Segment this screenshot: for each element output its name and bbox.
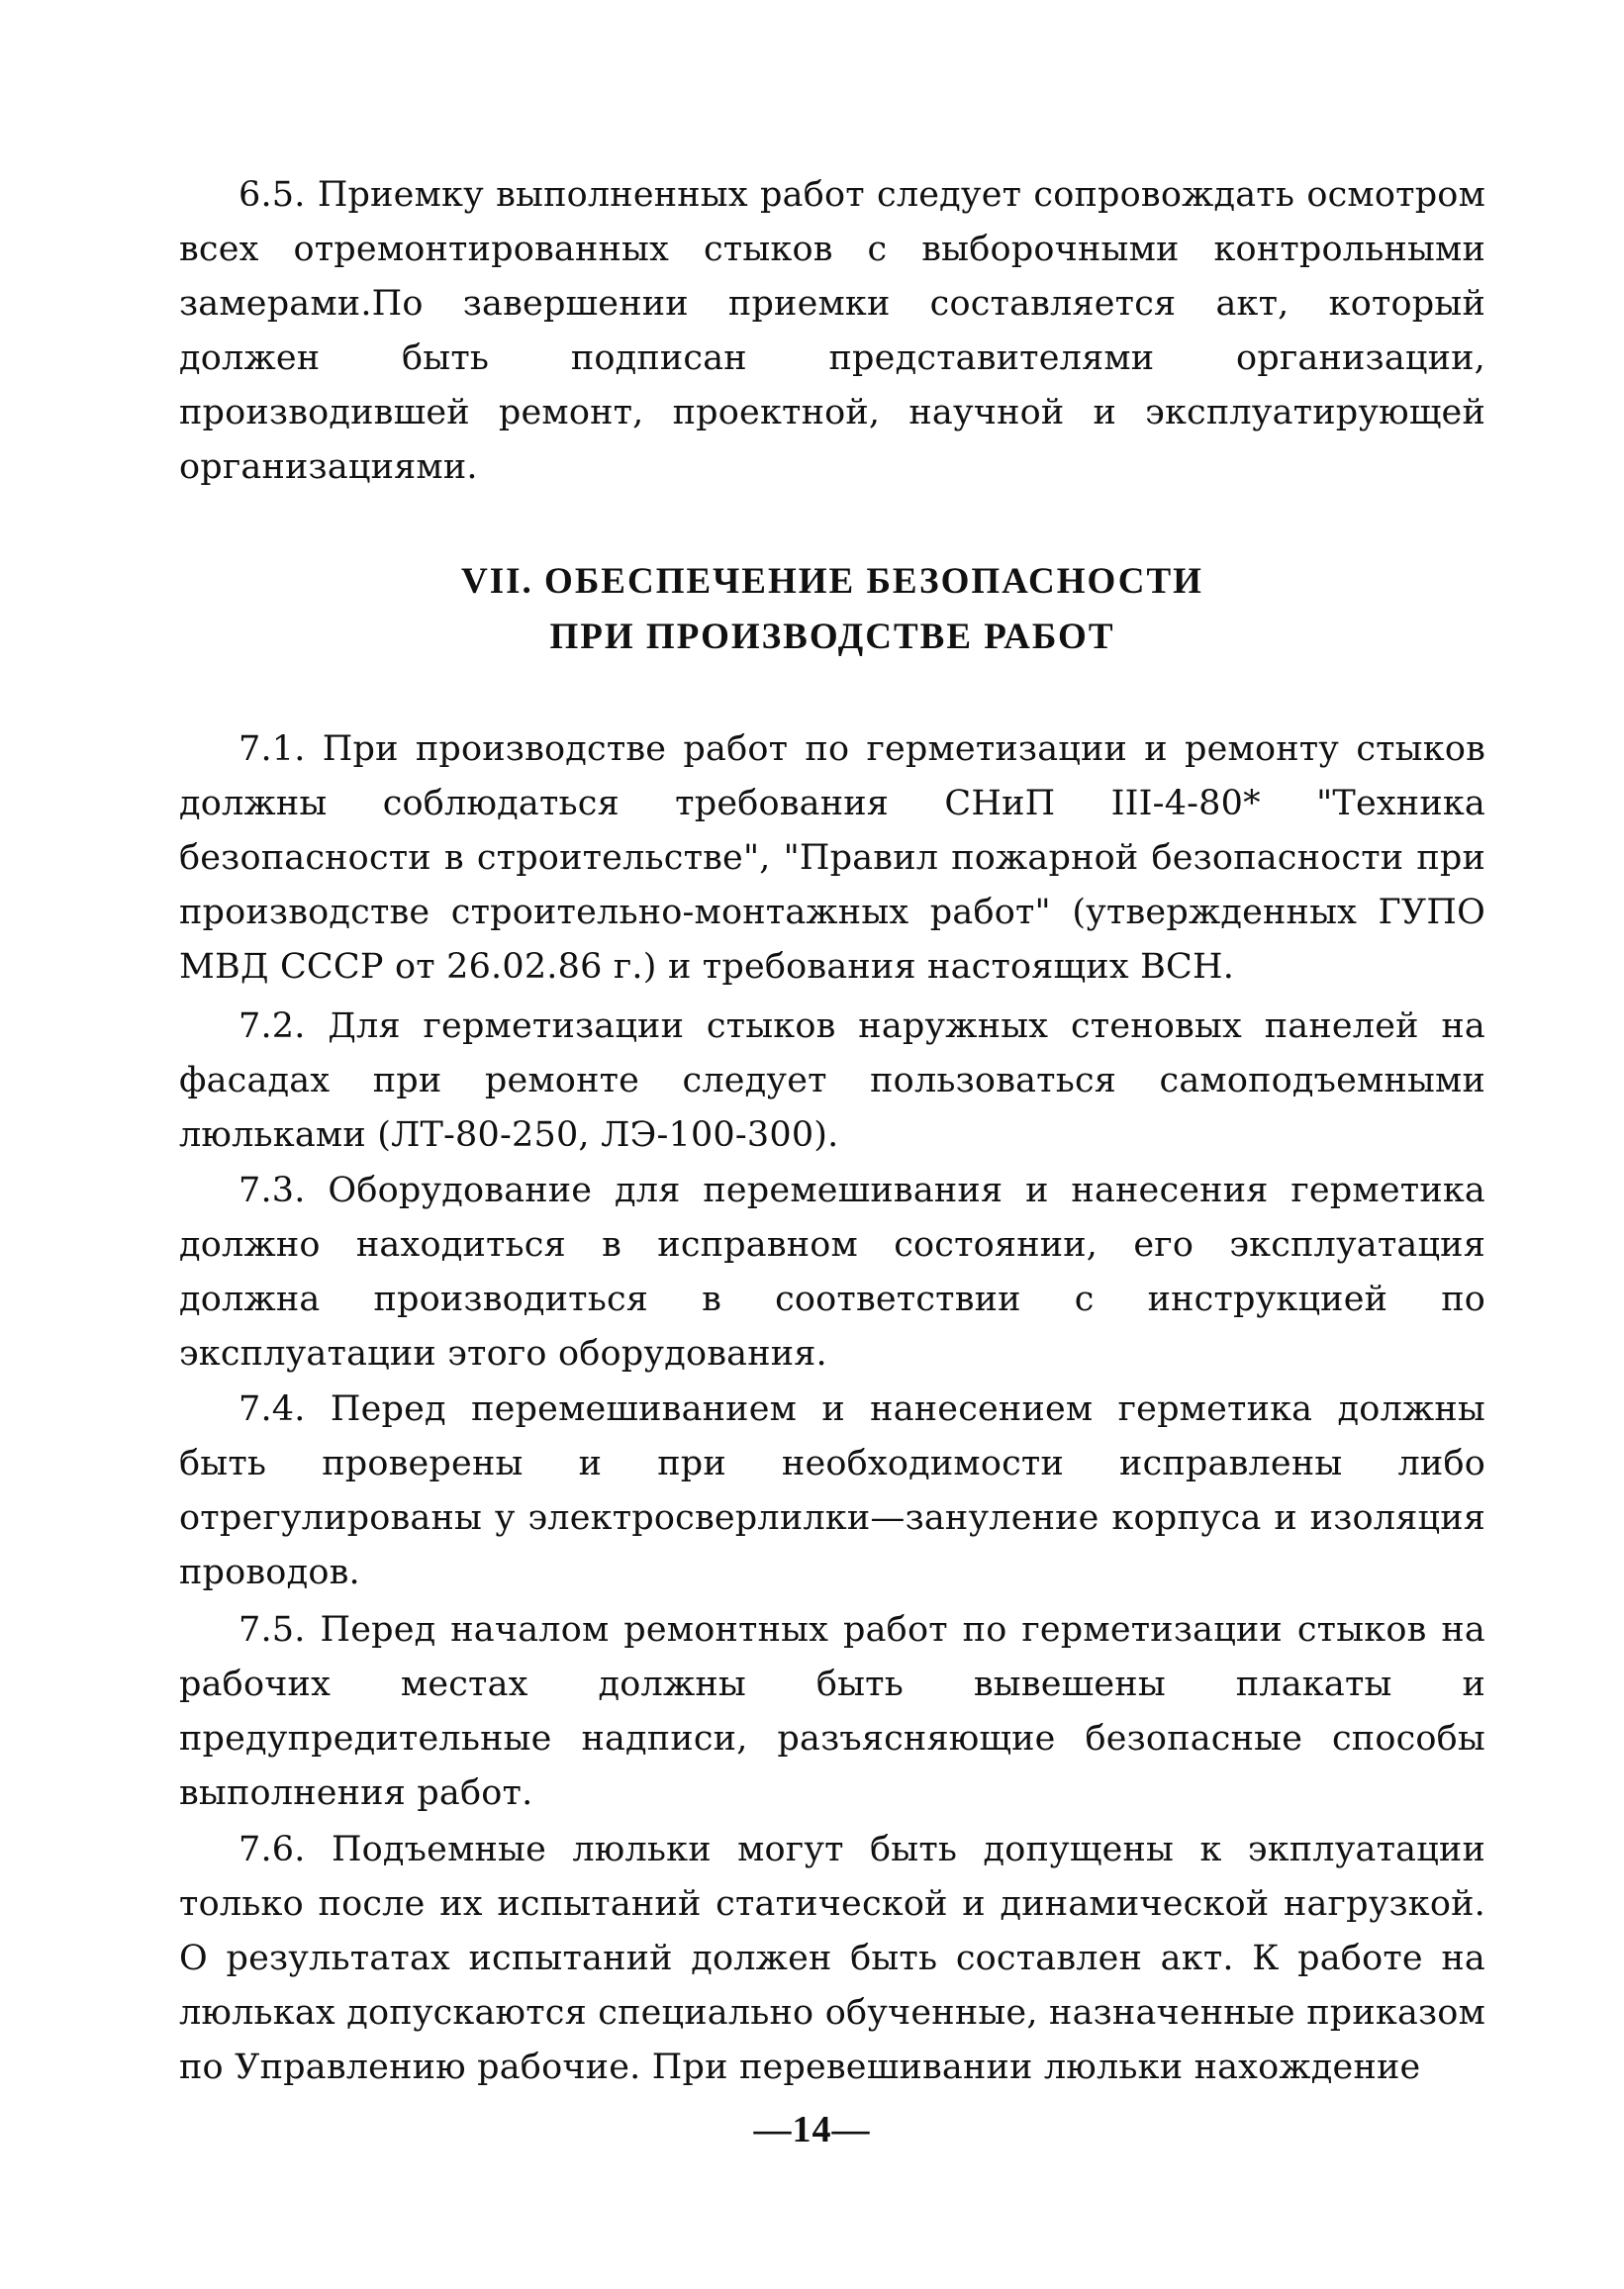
paragraph-7-1 xyxy=(179,722,1485,995)
paragraph-text: 7.2. Для герметизации стыков наружных стеновых панелей на фасадах при ремонте следует пользоваться самоподъемными люльками (ЛТ-80-250, ЛЭ-100-300). xyxy=(179,1006,1485,1155)
paragraph-text: 6.5. Приемку выполненных работ следует сопровождать осмотром всех отремонтированных стыков с выборочными контрольными замерами.По завершении приемки составляется акт, который должен быть подписан представителями организации, производившей ремонт, проектной, научной и эксплуатирующей организациями. xyxy=(179,175,1485,487)
paragraph-text: 7.4. Перед перемешиванием и нанесением герметика должны быть проверены и при необходимости исправлены либо отрегулированы у электросверлилки—зануление корпуса и изоляция проводов. xyxy=(179,1389,1485,1592)
paragraph-7-3 xyxy=(179,1164,1485,1382)
paragraph-7-6 xyxy=(179,1823,1485,2095)
heading-line-1: VII. ОБЕСПЕЧЕНИЕ БЕЗОПАСНОСТИ xyxy=(461,561,1203,602)
paragraph-text: 7.5. Перед началом ремонтных работ по герметизации стыков на рабочих местах должны быть вывешены плакаты и предупредительные надписи, разъясняющие безопасные способы выполнения работ. xyxy=(179,1610,1485,1813)
paragraph-text: 7.3. Оборудование для перемешивания и нанесения герметика должно находиться в исправном состоянии, его эксплуатация должна производиться в соответствии с инструкцией по эксплуатации этого оборудования. xyxy=(179,1171,1485,1374)
paragraph-7-4 xyxy=(179,1383,1485,1600)
paragraph-7-5 xyxy=(179,1603,1485,1821)
paragraph-text: 7.1. При производстве работ по герметизации и ремонту стыков должны соблюдаться требования СНиП III-4-80* "Техника безопасности в строительстве", "Правил пожарной безопасности при производстве строительно-монтажных работ" (утвержденных ГУПО МВД СССР от 26.02.86 г.) и требования настоящих ВСН. xyxy=(179,729,1485,987)
paragraph-text: 7.6. Подъемные люльки могут быть допущены к экплуатации только после их испытаний статической и динамической нагрузкой. О результатах испытаний должен быть составлен акт. К работе на люльках допускаются специально обученные, назначенные приказом по Управлению рабочие. При перевешивании люльки нахождение xyxy=(179,1830,1485,2087)
paragraph-7-2 xyxy=(179,1000,1485,1163)
paragraph-6-5 xyxy=(179,168,1485,495)
page-number: —14— xyxy=(753,2109,871,2150)
heading-line-2: ПРИ ПРОИЗВОДСТВЕ РАБОТ xyxy=(549,617,1115,657)
section-heading xyxy=(179,554,1485,665)
